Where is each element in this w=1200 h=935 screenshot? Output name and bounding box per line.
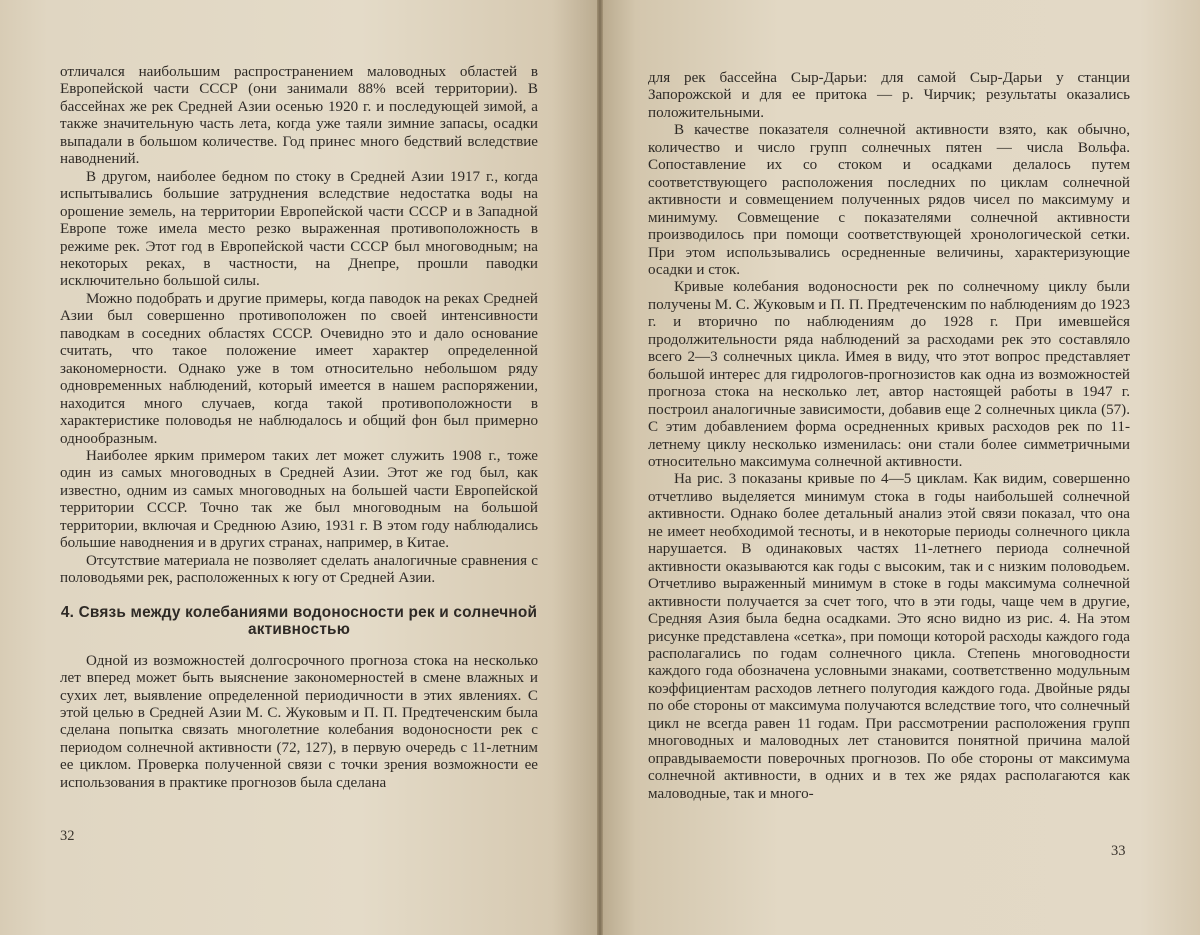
page-number-left: 32	[60, 828, 75, 844]
page-number-right: 33	[1111, 843, 1126, 859]
right-page	[600, 0, 1200, 935]
paragraph: Можно подобрать и другие примеры, когда паводок на реках Средней Азии был совершенно противоположен по своей интенсивности паводкам в соседних областях СССР. Очевидно это и дало основание считать, что такое положение имеет характер определенной закономерности. Однако уже в том относительно небольшом ряду одновременных наблюдений, который имеется в нашем распоряжении, находится много случаев, когда такой противоположности в характеристике половодья не наблюдалось и общий фон был примерно однообразным.	[60, 290, 538, 447]
paragraph: Одной из возможностей долгосрочного прогноза стока на несколько лет вперед может быть выяснение закономерностей в смене влажных и сухих лет, выявление определенной периодичности в этих явлениях. С этой целью в Средней Азии М. С. Жуковым и П. П. Предтеченским была сделана попытка связать многолетние колебания водоносности рек с периодом солнечной активности (72, 127), в первую очередь с 11-летним ее циклом. Проверка полученной связи с точки зрения возможности ее использования в практике прогнозов была сделана	[60, 652, 538, 791]
paragraph: для рек бассейна Сыр-Дарьи: для самой Сыр-Дарьи у станции Запорожской и для ее притока — р. Чирчик; результаты оказались положительными.	[648, 70, 1130, 121]
paragraph: Отсутствие материала не позволяет сделать аналогичные сравнения с половодьями рек, расположенных к югу от Средней Азии.	[60, 552, 538, 587]
paragraph: Наиболее ярким примером таких лет может служить 1908 г., тоже один из самых многоводных в Средней Азии. Этот же год был, как известно, одним из самых многоводных на большей части Европейской территории СССР. Точно так же был многоводным на большой территории, включая и Среднюю Азию, 1931 г. В этом году наблюдались большие наводнения и в других странах, например, в Китае.	[60, 447, 538, 552]
paragraph: Кривые колебания водоносности рек по солнечному циклу были получены М. С. Жуковым и П. П. Предтеченским по наблюдениям до 1923 г. и вторично по наблюдениям до 1928 г. При имевшейся продолжительности ряда наблюдений за расходами рек это составляло всего 2—3 солнечных цикла. Имея в виду, что этот вопрос представляет большой интерес для гидрологов-прогнозистов как одна из возможностей прогноза стока на несколько лет, автор настоящей работы в 1947 г. построил аналогичные зависимости, добавив еще 2 солнечных цикла (57). С этим добавлением форма осредненных кривых расходов рек по 11-летнему циклу несколько изменилась: они стали более симметричными относительно максимума солнечной активности.	[648, 279, 1131, 470]
section-heading: 4. Связь между колебаниями водоносности рек и солнечной активностью	[60, 603, 538, 639]
book-gutter	[597, 0, 603, 935]
paragraph: В качестве показателя солнечной активности взято, как обычно, количество и число групп солнечных пятен — числа Вольфа. Сопоставление их со стоком и осадками делалось путем соответствующего расположения последних по циклам солнечной активности и совмещением полученных рядов чисел по максимуму и минимуму. Совмещение с показателями солнечной активности производилось при помощи соответствующей хронологической сетки. При этом использывались осредненные величины, характеризующие осадки и сток.	[648, 122, 1130, 278]
paragraph: На рис. 3 показаны кривые по 4—5 циклам. Как видим, совершенно отчетливо выделяется минимум стока в годы наибольшей солнечной активности. Однако более детальный анализ этой связи показал, что она не имеет необходимой тесноты, и в некоторые периоды солнечного цикла нарушается. В одинаковых частях 11-летнего периода солнечной активности оказываются как годы с высоким, так и с низким половодьем. Отчетливо выраженный минимум в стоке в годы максимума солнечной активности получается за счет того, что в эти годы, чаще чем в другие, Средняя Азия была бедна осадками. Это ясно видно из рис. 4. На этом рисунке представлена «сетка», при помощи которой расходы каждого года располагались по годам солнечного цикла. Степень многоводности каждого года обозначена условными знаками, соответственно модульным коэффициентам расходов летнего полугодия каждого года. Двойные ряды по обе стороны от максимума получаются вследствие того, что солнечный цикл не всегда равен 11 годам. При рассмотрении расположения групп многоводных и маловодных лет становится понятной причина малой оправдываемости поверочных прогнозов. По обе стороны от максимума солнечной активности, в одних и в тех же рядах располагаются как маловодные, так и много-	[648, 471, 1130, 802]
paragraph: отличался наибольшим распространением маловодных областей в Европейской части СССР (они занимали 88% всей территории). В бассейнах же рек Средней Азии осенью 1920 г. и последующей зимой, а также значительную часть лета, когда уже таяли зимние запасы, осадки выпадали в большом количестве. Год принес много бедствий вследствие наводнений.	[60, 64, 538, 168]
paragraph: В другом, наиболее бедном по стоку в Средней Азии 1917 г., когда испытывались большие затруднения вследствие недостатка воды на орошение земель, на территории Европейской части СССР и в Западной Европе тоже имела место резко выраженная противоположность в режиме рек. Этот год в Европейской части СССР был многоводным; на некоторых реках, в частности, на Днепре, прошли паводки исключительно большой силы.	[60, 168, 538, 290]
